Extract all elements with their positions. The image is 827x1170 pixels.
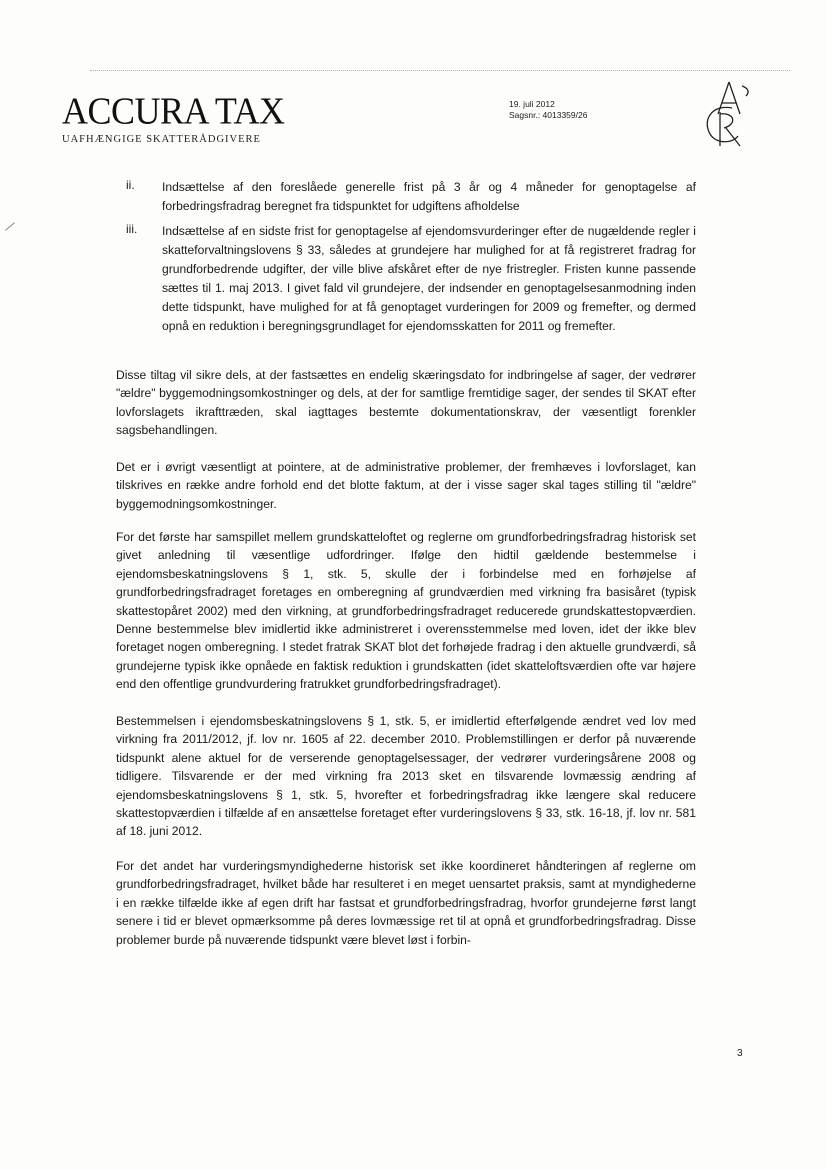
company-name: ACCURA TAX bbox=[62, 89, 285, 132]
scan-margin-mark bbox=[5, 222, 15, 230]
company-tagline: UAFHÆNGIGE SKATTERÅDGIVERE bbox=[62, 134, 261, 145]
list-numeral: ii. bbox=[126, 178, 135, 192]
list-item-text: Indsættelse af en sidste frist for genoptagelse af ejendomsvurderinger efter de nugældende regler i skatteforvaltningslovens § 33, således at grundejere har mulighed for at få registreret fradrag for grundforbedrende udgifter, der ville blive afskåret efter de nye fristregler. Fristen kunne passende sættes til 1. maj 2013. I givet fald vil grundejere, der indsender en genoptagelsesanmodning inden dette tidspunkt, have mulighed for at få genoptaget vurderingen for 2009 og fremefter, og dermed opnå en reduktion i beregningsgrundlaget for ejendomsskatten for 2011 og fremefter. bbox=[162, 224, 696, 333]
body-paragraph: For det andet har vurderingsmyndighederne historisk set ikke koordineret håndteringen af reglerne om grundforbedringsfradraget, hvilket både har resulteret i en meget uensartet praksis, samt at myndighederne i en række tilfælde ikke af egen drift har fastsat et grundforbedringsfradrag, hvorfor grundejerne først langt senere i tid er blevet opmærksomme på deres lovmæssige ret til at opnå et grundforbedringsfradrag. Disse problemer burde på nuværende tidspunkt være blevet løst i forbin- bbox=[116, 859, 696, 947]
list-item-text: Indsættelse af den foreslåede generelle frist på 3 år og 4 måneder for genoptagelse af forbedringsfradrag beregnet fra tidspunktet for udgiftens afholdelse bbox=[162, 180, 696, 213]
body-paragraph: Bestemmelsen i ejendomsbeskatningslovens § 1, stk. 5, er imidlertid efterfølgende ændret ved lov med virkning fra 2011/2012, jf. lov nr. 1605 af 22. december 2010. Problemstillingen er derfor på nuværende tidspunkt alene aktuel for de verserende genoptagelsessager, der vedrører vurderingsårene 2008 og tidligere. Tilsvarende er der med virkning fra 2013 sket en tilsvarende lovmæssig ændring af ejendomsbeskatningslovens § 1, stk. 5, hvorefter et forbedringsfradrag ikke længere skal reducere skattestopværdien i tilfælde af en ansættelse foretaget efter vurderingslovens § 33, stk. 16-18, jf. lov nr. 581 af 18. juni 2012. bbox=[116, 714, 696, 839]
body-paragraph: Det er i øvrigt væsentligt at pointere, at de administrative problemer, der fremhæves i lovforslaget, kan tilskrives en række andre forhold end det blotte faktum, at der i visse sager skal tages stilling til "ældre" byggemodningsomkostninger. bbox=[116, 460, 696, 511]
letterhead bbox=[62, 89, 285, 145]
list-numeral: iii. bbox=[126, 222, 138, 236]
list-item bbox=[126, 222, 696, 335]
monogram-text: ACR bbox=[729, 148, 732, 149]
case-number: Sagsnr.: 4013359/26 bbox=[509, 110, 588, 120]
page-number: 3 bbox=[737, 1048, 743, 1059]
document-date: 19. juli 2012 bbox=[509, 99, 555, 109]
document-meta bbox=[509, 99, 587, 121]
list-item bbox=[126, 178, 696, 216]
body-paragraph: Disse tiltag vil sikre dels, at der fastsættes en endelig skæringsdato for indbringelse af sager, der vedrører "ældre" byggemodningsomkostninger og dels, at der for samtlige fremtidige sager, der sendes til SKAT efter lovforslagets ikrafttræden, skal iagttages bestemte dokumentationskrav, der væsentligt forenkler sagsbehandlingen. bbox=[116, 368, 696, 438]
body-paragraph: For det første har samspillet mellem grundskatteloftet og reglerne om grundforbedringsfradrag historisk set givet anledning til væsentlige udfordringer. Ifølge den hidtil gældende bestemmelse i ejendomsbeskatningslovens § 1, stk. 5, skulle der i forbindelse med en forhøjelse af grundforbedringsfradraget foretages en omberegning af grundværdien med virkning fra basisåret (typisk skattestopåret 2002) med den virkning, at grundforbedringsfradraget reducerede grundskattestopværdien. Denne bestemmelse blev imidlertid ikke administreret i overensstemmelse med loven, idet der ikke blev foretaget nogen omberegning. I stedet fratrak SKAT blot det forhøjede fradrag i den aktuelle grundværdi, så grundejerne typisk ikke opnåede en faktisk reduktion i grundskatten (idet skatteloftsværdien ofte var højere end den offentlige grundvurdering fratrukket grundforbedringsfradraget). bbox=[116, 530, 696, 692]
scan-dotted-line bbox=[90, 70, 790, 71]
acr-monogram-logo bbox=[698, 78, 760, 150]
